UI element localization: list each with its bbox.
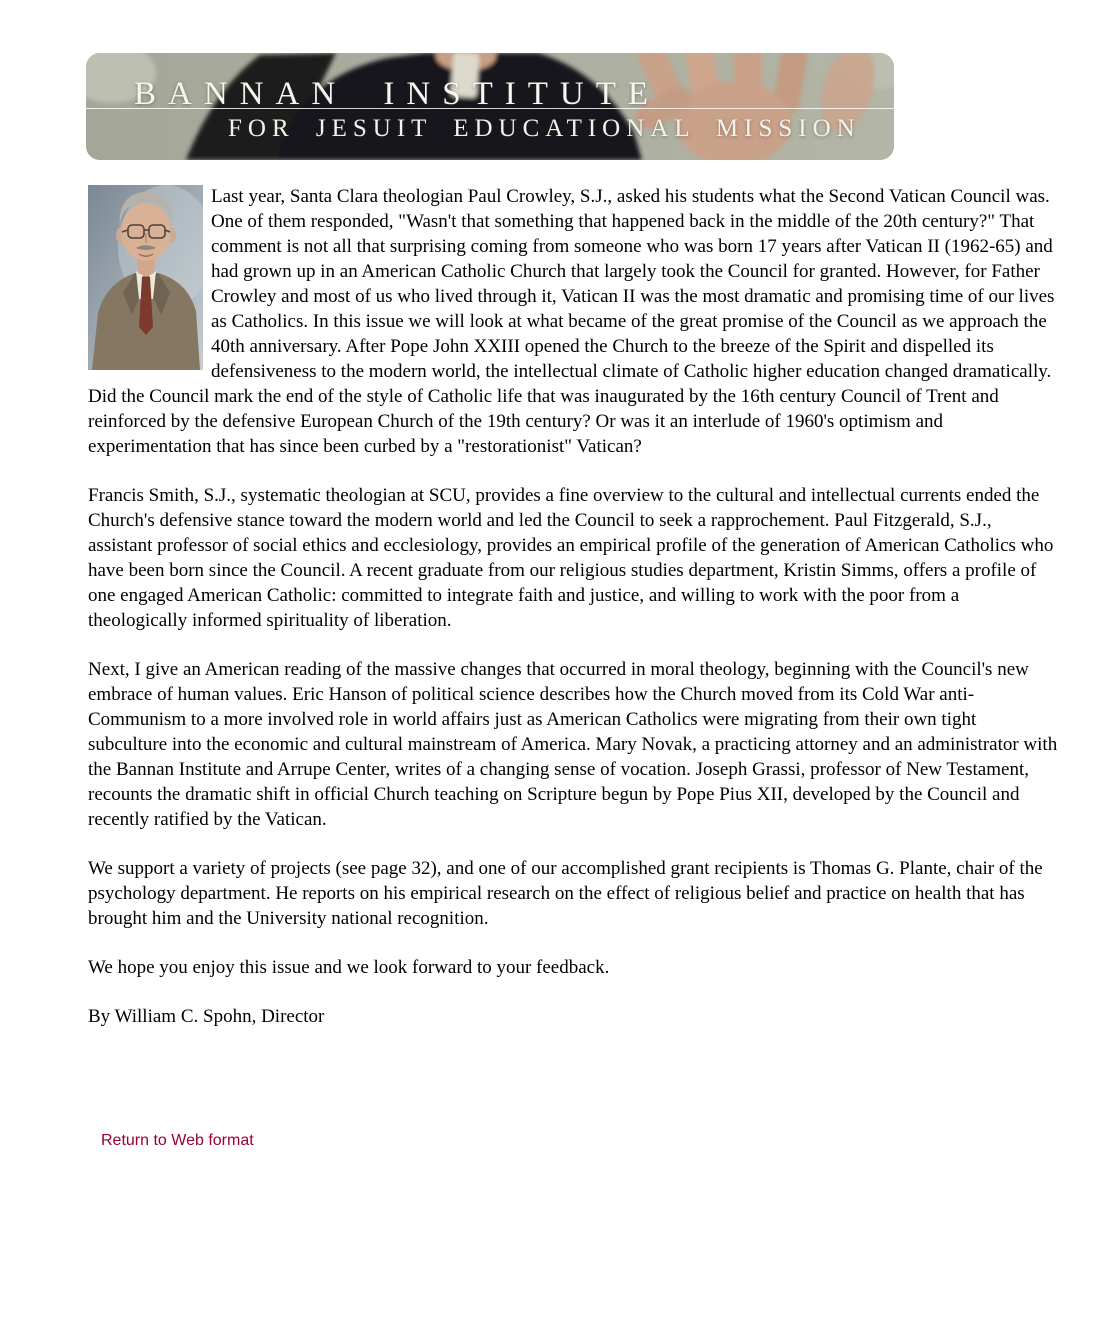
article-paragraph: We hope you enjoy this issue and we look forward to your feedback.: [88, 957, 610, 978]
article-paragraph: We support a variety of projects (see page 32), and one of our accomplished grant recipients is Thomas G. Plante, chair of the psychology department. He reports on his empirical research on the effect of religious belief and practice on health that has brought him and the University national recognition.: [88, 858, 1043, 929]
director-portrait-photo: [88, 185, 203, 370]
banner: [86, 53, 894, 160]
article-byline: By William C. Spohn, Director: [88, 1006, 325, 1027]
banner-title: BANNAN INSTITUTE: [134, 76, 661, 112]
article-paragraph: Francis Smith, S.J., systematic theologian at SCU, provides a fine overview to the cultural and intellectual currents ended the Church's defensive stance toward the modern world and led the Council to seek a rapprochement. Paul Fitzgerald, S.J., assistant professor of social ethics and ecclesiology, provides an empirical profile of the generation of American Catholics who have been born since the Council. A recent graduate from our religious studies department, Kristin Simms, offers a profile of one engaged American Catholic: committed to integrate faith and justice, and willing to work with the poor from a theologically informed spirituality of liberation.: [88, 485, 1054, 631]
article-paragraph: Next, I give an American reading of the massive changes that occurred in moral theology, beginning with the Council's new embrace of human values. Eric Hanson of political science describes how the Church moved from its Cold War anti-Communism to a more involved role in world affairs just as American Catholics were migrating from their own tight subculture into the economic and cultural mainstream of America. Mary Novak, a practicing attorney and an administrator with the Bannan Institute and Arrupe Center, writes of a changing sense of vocation. Joseph Grassi, professor of New Testament, recounts the dramatic shift in official Church teaching on Scripture begun by Pope Pius XII, developed by the Council and recently ratified by the Vatican.: [88, 659, 1058, 830]
banner-subtitle: FOR JESUIT EDUCATIONAL MISSION: [228, 115, 861, 142]
article: [88, 184, 1060, 1053]
return-to-web-format-link[interactable]: Return to Web format: [101, 1132, 254, 1149]
article-paragraph: Last year, Santa Clara theologian Paul Crowley, S.J., asked his students what the Second Vatican Council was. One of them responded, "Wasn't that something that happened back in the middle of the 20th century?" That comment is not all that surprising coming from someone who was born 17 years after Vatican II (1962-65) and had grown up in an American Catholic Church that largely took the Council for granted. However, for Father Crowley and most of us who lived through it, Vatican II was the most dramatic and promising time of our lives as Catholics. In this issue we will look at what became of the great promise of the Council as we approach the 40th anniversary. After Pope John XXIII opened the Church to the breeze of the Spirit and dispelled its defensiveness to the modern world, the intellectual climate of Catholic higher education changed dramatically. Did the Council mark the end of the style of Catholic life that was inaugurated by the 16th century Council of Trent and reinforced by the defensive European Church of the 19th century? Or was it an interlude of 1960's optimism and experimentation that has since been curbed by a "restorationist" Vatican?: [88, 186, 1055, 457]
